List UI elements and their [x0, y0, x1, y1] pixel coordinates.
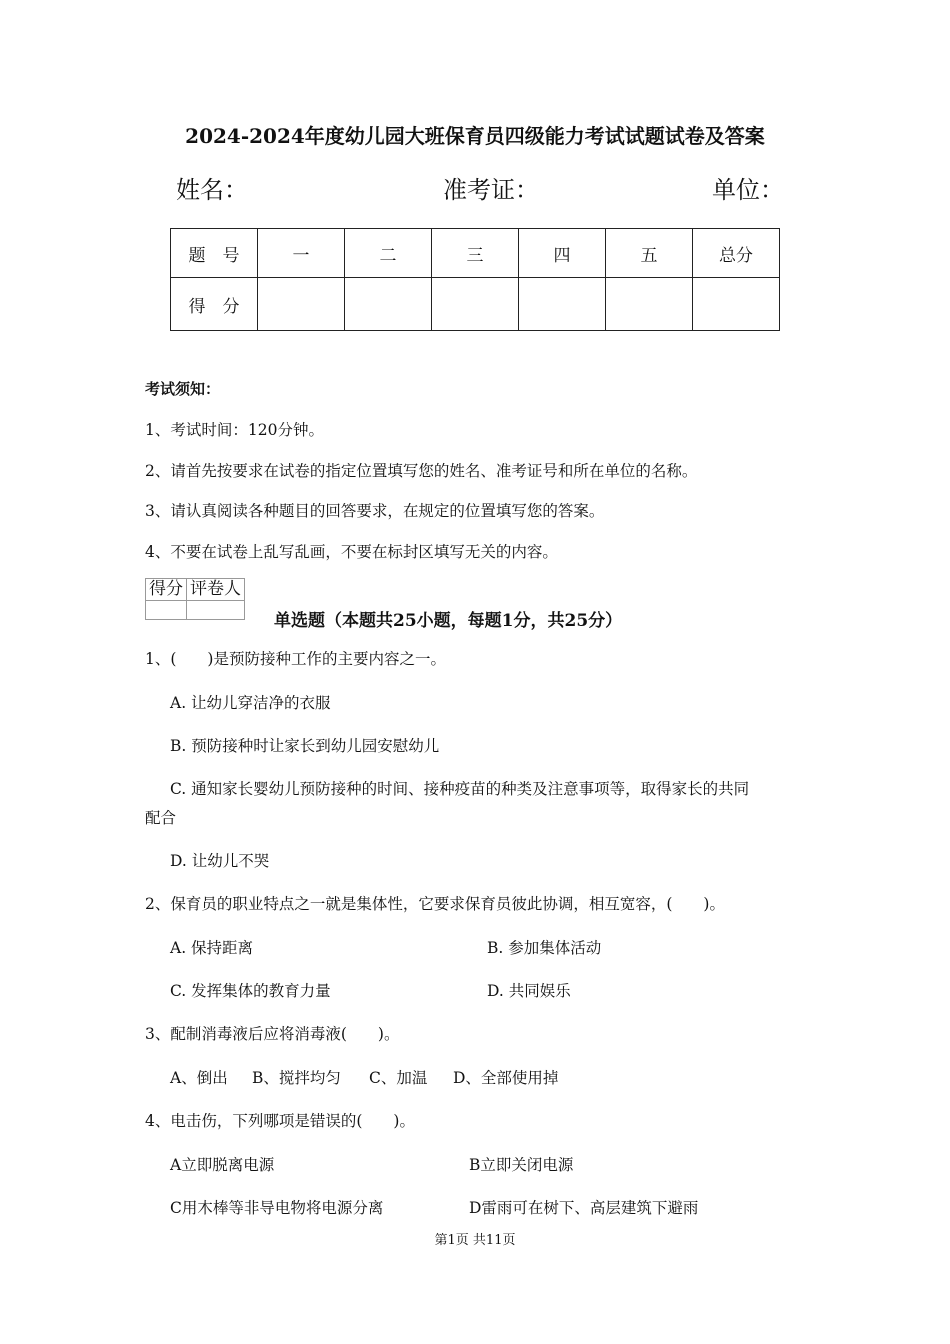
- grader-reviewer-label: 评卷人: [187, 579, 245, 601]
- question-stem: 3、配制消毒液后应将消毒液( )。: [145, 1025, 400, 1043]
- question-stem: 2、保育员的职业特点之一就是集体性，它要求保育员彼此协调，相互宽容，( )。: [145, 895, 725, 913]
- score-table-header-cell: 题 号: [171, 229, 258, 278]
- option-a: A. 让幼儿穿洁净的衣服: [170, 694, 331, 712]
- option-d: D、全部使用掉: [453, 1069, 559, 1087]
- score-table: [170, 228, 780, 331]
- option-c: C、加温: [369, 1069, 428, 1087]
- score-cell[interactable]: [519, 278, 606, 331]
- option-c: C用木棒等非导电物将电源分离: [170, 1199, 384, 1217]
- score-cell[interactable]: [432, 278, 519, 331]
- score-table-score-row: [171, 278, 780, 331]
- name-field-label: 姓名：: [176, 176, 248, 204]
- score-cell[interactable]: [345, 278, 432, 331]
- option-d: D. 共同娱乐: [487, 982, 571, 1000]
- notice-item: 4、不要在试卷上乱写乱画，不要在标封区填写无关的内容。: [145, 543, 558, 561]
- option-c: C. 通知家长婴幼儿预防接种的时间、接种疫苗的种类及注意事项等，取得家长的共同: [170, 780, 750, 798]
- score-cell[interactable]: [606, 278, 693, 331]
- score-table-row-label: 得 分: [171, 278, 258, 331]
- score-cell[interactable]: [258, 278, 345, 331]
- option-c: C. 发挥集体的教育力量: [170, 982, 331, 1000]
- score-table-header-cell: 二: [345, 229, 432, 278]
- notice-heading: 考试须知：: [145, 380, 221, 398]
- option-b: B. 参加集体活动: [487, 939, 602, 957]
- score-table-header-row: [171, 229, 780, 278]
- option-a: A. 保持距离: [170, 939, 254, 957]
- document-title: 2024-2024年度幼儿园大班保育员四级能力考试试题试卷及答案: [185, 124, 765, 148]
- notice-item: 2、请首先按要求在试卷的指定位置填写您的姓名、准考证号和所在单位的名称。: [145, 462, 698, 480]
- option-b: B、搅拌均匀: [252, 1069, 341, 1087]
- notice-item: 3、请认真阅读各种题目的回答要求，在规定的位置填写您的答案。: [145, 502, 605, 520]
- option-c-continued: 配合: [145, 809, 177, 827]
- section-title: 单选题（本题共25小题，每题1分，共25分）: [274, 611, 623, 631]
- page-footer: 第1页 共11页: [434, 1233, 516, 1248]
- score-table-header-cell: 一: [258, 229, 345, 278]
- score-table-header-cell: 总分: [693, 229, 780, 278]
- option-b: B. 预防接种时让家长到幼儿园安慰幼儿: [170, 737, 440, 755]
- score-table-header-cell: 三: [432, 229, 519, 278]
- option-a: A立即脱离电源: [170, 1156, 275, 1174]
- unit-field-label: 单位：: [712, 176, 784, 204]
- option-d: D. 让幼儿不哭: [170, 852, 270, 870]
- option-b: B立即关闭电源: [469, 1156, 574, 1174]
- question-stem: 4、电击伤，下列哪项是错误的( )。: [145, 1112, 415, 1130]
- score-table-header-cell: 五: [606, 229, 693, 278]
- score-table-header-cell: 四: [519, 229, 606, 278]
- exam-id-field-label: 准考证：: [443, 176, 539, 204]
- grader-reviewer-cell[interactable]: [187, 601, 245, 620]
- score-cell[interactable]: [693, 278, 780, 331]
- option-d: D雷雨可在树下、高层建筑下避雨: [469, 1199, 699, 1217]
- option-a: A、倒出: [170, 1069, 228, 1087]
- grader-score-label: 得分: [146, 579, 187, 601]
- question-stem: 1、( )是预防接种工作的主要内容之一。: [145, 650, 446, 668]
- grader-score-cell[interactable]: [146, 601, 187, 620]
- notice-item: 1、考试时间：120分钟。: [145, 421, 324, 439]
- grader-box: [145, 578, 245, 620]
